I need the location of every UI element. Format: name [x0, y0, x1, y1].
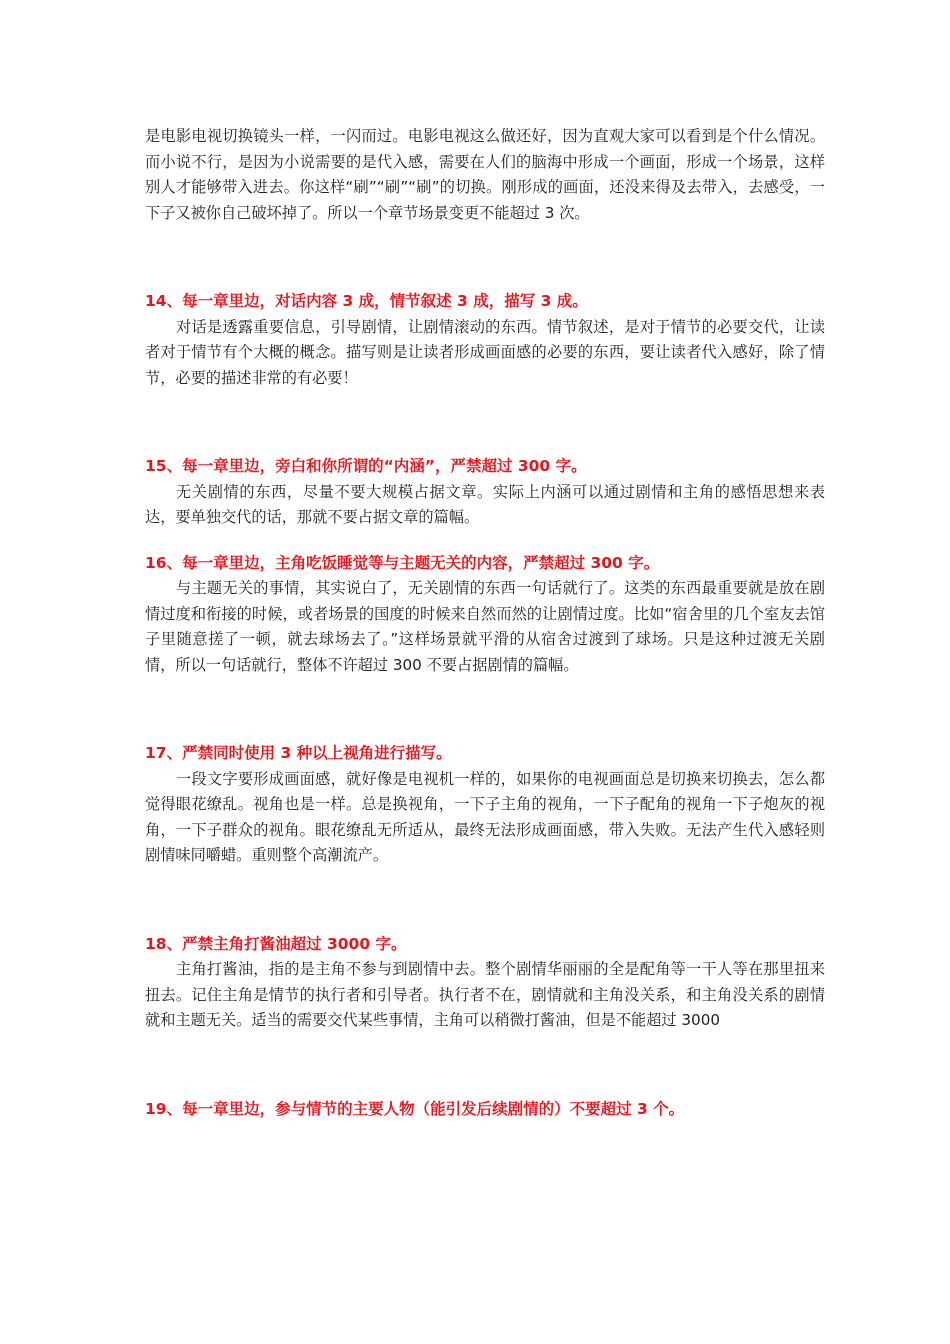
section-heading-15: 15、每一章里边，旁白和你所谓的“内涵”，严禁超过 300 字。	[145, 457, 587, 475]
section-heading-17: 17、严禁同时使用 3 种以上视角进行描写。	[145, 744, 452, 762]
section-heading-16: 16、每一章里边，主角吃饭睡觉等与主题无关的内容，严禁超过 300 字。	[145, 553, 660, 572]
section-body-15: 无关剧情的东西，尽量不要大规模占据文章。实际上内涵可以通过剧情和主角的感悟思想来表达，要单独交代的话，那就不要占据文章的篇幅。	[145, 482, 825, 526]
section-body-14: 对话是透露重要信息，引导剧情，让剧情滚动的东西。情节叙述，是对于情节的必要交代，让读者对于情节有个大概的概念。描写则是让读者形成画面感的必要的东西，要让读者代入感好，除了情节，必要的描述非常的有必要！	[145, 317, 825, 387]
section-body-17: 一段文字要形成画面感，就好像是电视机一样的，如果你的电视画面总是切换来切换去，怎么都觉得眼花缭乱。视角也是一样。总是换视角，一下子主角的视角，一下子配角的视角一下子炮灰的视角，一下子群众的视角。眼花缭乱无所适从，最终无法形成画面感，带入失败。无法产生代入感轻则剧情味同嚼蜡。重则整个高潮流产。	[145, 769, 825, 864]
section-body-18: 主角打酱油，指的是主角不参与到剧情中去。整个剧情华丽丽的全是配角等一干人等在那里扭来扭去。记住主角是情节的执行者和引导者。执行者不在，剧情就和主角没关系，和主角没关系的剧情就和主题无关。适当的需要交代某些事情，主角可以稍微打酱油，但是不能超过 3000	[145, 960, 825, 1029]
section-heading-19: 19、每一章里边，参与情节的主要人物（能引发后续剧情的）不要超过 3 个。	[145, 1099, 685, 1118]
intro-paragraph: 是电影电视切换镜头一样，一闪而过。电影电视这么做还好，因为直观大家可以看到是个什么情况。而小说不行，是因为小说需要的是代入感，需要在人们的脑海中形成一个画面，形成一个场景，这样别人才能够带入进去。你这样“刷”“刷”“刷”的切换。刚形成的画面，还没来得及去带入，去感受，一下子又被你自己破坏掉了。所以一个章节场景变更不能超过 3 次。	[145, 127, 825, 222]
section-heading-14: 14、每一章里边，对话内容 3 成，情节叙述 3 成，描写 3 成。	[145, 292, 588, 310]
section-body-16: 与主题无关的事情，其实说白了，无关剧情的东西一句话就行了。这类的东西最重要就是放在剧情过度和衔接的时候，或者场景的国度的时候来自然而然的让剧情过度。比如“宿舍里的几个室友去馆子里随意搓了一顿，就去球场去了。”这样场景就平滑的从宿舍过渡到了球场。只是这种过渡无关剧情，所以一句话就行，整体不许超过 300 不要占据剧情的篇幅。	[145, 579, 825, 674]
section-heading-18: 18、严禁主角打酱油超过 3000 字。	[145, 934, 407, 953]
document-page	[145, 124, 825, 1122]
